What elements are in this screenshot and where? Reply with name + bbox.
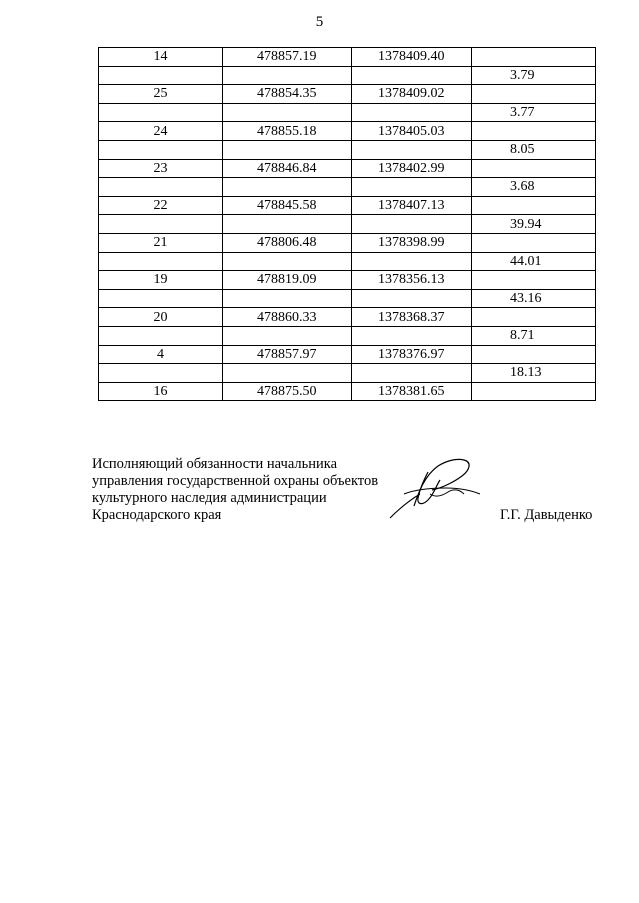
x-coordinate-cell	[223, 326, 352, 345]
x-coordinate-cell: 478846.84	[223, 159, 352, 178]
distance-cell	[472, 308, 596, 327]
y-coordinate-cell	[352, 364, 472, 383]
point-number-cell	[99, 326, 223, 345]
table-row	[99, 159, 596, 178]
x-coordinate-cell: 478854.35	[223, 85, 352, 104]
y-coordinate-cell	[352, 66, 472, 85]
distance-cell: 18.13	[472, 364, 596, 383]
x-coordinate-cell	[223, 140, 352, 159]
point-number-cell: 24	[99, 122, 223, 141]
x-coordinate-cell: 478845.58	[223, 196, 352, 215]
y-coordinate-cell: 1378409.02	[352, 85, 472, 104]
signer-position-line: культурного наследия администрации	[92, 490, 327, 506]
distance-cell: 8.71	[472, 326, 596, 345]
point-number-cell	[99, 178, 223, 197]
x-coordinate-cell: 478875.50	[223, 382, 352, 401]
distance-cell: 8.05	[472, 140, 596, 159]
table-row	[99, 196, 596, 215]
signer-name: Г.Г. Давыденко	[500, 507, 593, 523]
x-coordinate-cell	[223, 289, 352, 308]
y-coordinate-cell: 1378356.13	[352, 271, 472, 290]
y-coordinate-cell: 1378409.40	[352, 48, 472, 67]
x-coordinate-cell	[223, 178, 352, 197]
y-coordinate-cell: 1378398.99	[352, 233, 472, 252]
table-row	[99, 382, 596, 401]
table-row	[99, 233, 596, 252]
point-number-cell	[99, 103, 223, 122]
distance-cell: 3.79	[472, 66, 596, 85]
table-row	[99, 308, 596, 327]
y-coordinate-cell	[352, 289, 472, 308]
point-number-cell: 22	[99, 196, 223, 215]
x-coordinate-cell: 478857.19	[223, 48, 352, 67]
y-coordinate-cell: 1378368.37	[352, 308, 472, 327]
distance-cell: 43.16	[472, 289, 596, 308]
distance-cell	[472, 48, 596, 67]
distance-cell	[472, 122, 596, 141]
table-row	[99, 66, 596, 85]
table-row	[99, 345, 596, 364]
table-row	[99, 178, 596, 197]
table-row	[99, 326, 596, 345]
y-coordinate-cell	[352, 178, 472, 197]
x-coordinate-cell: 478855.18	[223, 122, 352, 141]
x-coordinate-cell	[223, 103, 352, 122]
signer-position-line: Краснодарского края	[92, 507, 222, 523]
table-row	[99, 103, 596, 122]
handwritten-signature	[384, 454, 484, 522]
x-coordinate-cell	[223, 66, 352, 85]
table-row	[99, 289, 596, 308]
table-row	[99, 85, 596, 104]
x-coordinate-cell: 478806.48	[223, 233, 352, 252]
point-number-cell: 21	[99, 233, 223, 252]
distance-cell: 44.01	[472, 252, 596, 271]
distance-cell: 3.68	[472, 178, 596, 197]
signer-position-line: Исполняющий обязанности начальника	[92, 456, 338, 472]
table-row	[99, 48, 596, 67]
page-number: 5	[315, 14, 324, 30]
point-number-cell: 14	[99, 48, 223, 67]
y-coordinate-cell	[352, 215, 472, 234]
y-coordinate-cell: 1378407.13	[352, 196, 472, 215]
distance-cell: 39.94	[472, 215, 596, 234]
table-row	[99, 271, 596, 290]
x-coordinate-cell: 478819.09	[223, 271, 352, 290]
point-number-cell	[99, 66, 223, 85]
distance-cell	[472, 382, 596, 401]
x-coordinate-cell	[223, 215, 352, 234]
table-row	[99, 140, 596, 159]
coordinates-table-body	[99, 48, 596, 401]
x-coordinate-cell: 478857.97	[223, 345, 352, 364]
point-number-cell: 16	[99, 382, 223, 401]
signer-position-line: управления государственной охраны объектов	[92, 473, 379, 489]
point-number-cell	[99, 140, 223, 159]
y-coordinate-cell: 1378405.03	[352, 122, 472, 141]
distance-cell	[472, 196, 596, 215]
y-coordinate-cell: 1378381.65	[352, 382, 472, 401]
y-coordinate-cell	[352, 103, 472, 122]
y-coordinate-cell	[352, 252, 472, 271]
distance-cell	[472, 271, 596, 290]
point-number-cell: 4	[99, 345, 223, 364]
point-number-cell	[99, 252, 223, 271]
y-coordinate-cell	[352, 326, 472, 345]
point-number-cell	[99, 289, 223, 308]
x-coordinate-cell	[223, 364, 352, 383]
y-coordinate-cell	[352, 140, 472, 159]
distance-cell: 3.77	[472, 103, 596, 122]
distance-cell	[472, 233, 596, 252]
distance-cell	[472, 345, 596, 364]
coordinates-table	[98, 47, 596, 401]
table-row	[99, 122, 596, 141]
point-number-cell: 20	[99, 308, 223, 327]
point-number-cell	[99, 215, 223, 234]
y-coordinate-cell: 1378376.97	[352, 345, 472, 364]
table-row	[99, 364, 596, 383]
signer-position	[92, 456, 378, 524]
point-number-cell: 23	[99, 159, 223, 178]
point-number-cell: 19	[99, 271, 223, 290]
table-row	[99, 252, 596, 271]
point-number-cell: 25	[99, 85, 223, 104]
point-number-cell	[99, 364, 223, 383]
y-coordinate-cell: 1378402.99	[352, 159, 472, 178]
table-row	[99, 215, 596, 234]
x-coordinate-cell	[223, 252, 352, 271]
distance-cell	[472, 159, 596, 178]
x-coordinate-cell: 478860.33	[223, 308, 352, 327]
distance-cell	[472, 85, 596, 104]
